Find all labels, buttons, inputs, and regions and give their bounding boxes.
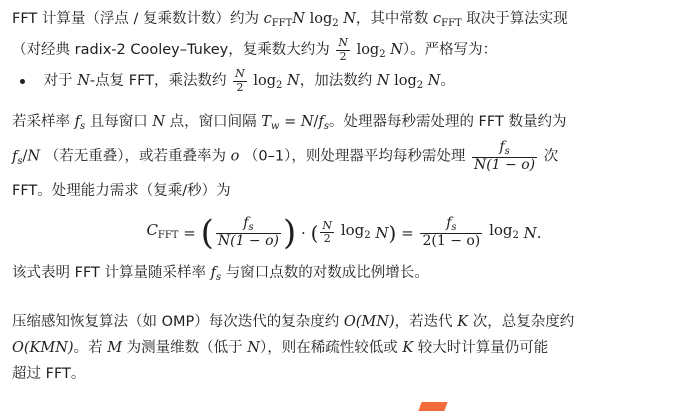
math-equals: = <box>284 114 297 130</box>
display-equation: $C_{FFT}$ = ( $\frac{f_s}{N(1 - o)}$ ) · ( $\frac{N}{2}$ $\log_2 N$) = $\frac{f_s}{2(1 - o)}$ $\log_2 N$. <box>146 212 542 253</box>
text: ）。严格写为： <box>402 42 498 58</box>
math-log: $\log_2$ <box>394 73 424 91</box>
paragraph-1-line-1 <box>12 6 676 37</box>
text: 次 <box>543 148 559 165</box>
math-M: M <box>107 339 123 356</box>
math-N: N <box>375 223 389 242</box>
document-body <box>12 6 676 387</box>
math-N: N <box>376 73 390 89</box>
text: 压缩感知恢复算法（如 OMP）每次迭代的复杂度约 <box>12 313 340 330</box>
text: 取决于算法实现 <box>466 11 568 27</box>
math-o: o <box>230 148 240 165</box>
math-fs: $f_s$ <box>74 114 86 132</box>
math-K: K <box>457 313 469 330</box>
math-log: $\log_2$ <box>253 73 283 91</box>
paragraph-4-line-1 <box>12 309 676 335</box>
text: 若采样率 <box>12 114 70 130</box>
math-fs: $f_s$ <box>12 148 23 167</box>
paragraph-4-line-3 <box>12 361 676 387</box>
text: 超过 FFT。 <box>12 365 86 382</box>
text: 该式表明 FFT 计算量随采样率 <box>12 264 207 281</box>
math-N: N <box>77 73 90 89</box>
paragraph-1-line-2 <box>12 37 676 68</box>
text: FFT。处理能力需求（复乘/秒）为 <box>12 182 231 199</box>
math-log: $\log_2$ <box>356 42 386 60</box>
math-c-fft-cap: $C_{FFT}$ <box>146 220 179 241</box>
math-fs: $f_s$ <box>318 114 329 132</box>
text: 与窗口点数的对数成比例增长。 <box>225 264 429 281</box>
orange-scroll-indicator <box>418 402 447 411</box>
text: 为测量维数（低于 <box>126 339 243 356</box>
text: 。处理器每秒需处理的 FFT 数量约为 <box>328 114 567 130</box>
text: ，加法数约 <box>299 73 373 89</box>
math-N: N <box>247 339 260 356</box>
text: 对于 <box>43 73 73 89</box>
math-N: N <box>27 148 41 165</box>
paragraph-2-line-2: $f_s/N$ （若无重叠），或若重叠率为 o （0–1），则处理器平均每秒需处理 $\frac{f_s}{N(1 - o)}$ 次 <box>12 139 559 173</box>
math-N: N <box>287 73 300 89</box>
text: ，其中常数 <box>355 11 429 27</box>
paragraph-2-line-1: 若采样率 $f_s$ 且每窗口 N 点，窗口间隔 $T_w = N/f_s$。处理器每秒需处理的 FFT 数量约为 <box>12 114 567 132</box>
fraction-fs-over-n-one-minus-o: $\frac{f_s}{N(1 - o)}$ <box>473 139 536 173</box>
text: ，若迭代 <box>394 313 453 330</box>
math-N: N <box>292 11 305 27</box>
math-N: N <box>390 42 403 58</box>
paragraph-4-line-2 <box>12 335 676 361</box>
text: 。若 <box>73 339 103 356</box>
math-tw: $T_w$ <box>261 114 280 132</box>
math-N: N <box>152 114 166 130</box>
text: FFT 计算量（浮点 / 复乘数计数）约为 <box>12 11 259 27</box>
math-fs: $f_s$ <box>210 264 222 283</box>
math-log: $\log_2$ <box>489 220 519 241</box>
math-N: N <box>343 11 356 27</box>
text: -点复 FFT，乘法数约 <box>89 73 227 89</box>
text: （对经典 radix-2 Cooley–Tukey，复乘数大约为 <box>12 42 330 58</box>
text: ），则在稀疏性较低或 <box>259 339 398 356</box>
bullet-item <box>12 68 676 99</box>
fraction-n-over-2: $\frac{N}{2}$ <box>338 36 348 63</box>
fraction-fs-over-two-one-minus-o: $\frac{f_s}{2(1 - o)}$ <box>422 215 481 249</box>
math-c-fft: $c_{FFT}$ <box>433 11 462 29</box>
text: （若无重叠），或若重叠率为 <box>44 148 226 165</box>
math-c-fft: $c_{FFT}$ <box>263 11 293 29</box>
fraction-n-over-2: $\frac{N}{2}$ <box>235 67 245 94</box>
math-N: N <box>300 114 314 130</box>
text: 次，总复杂度约 <box>472 313 575 330</box>
math-N: N <box>427 73 441 89</box>
fraction-n-over-2: $\frac{N}{2}$ <box>322 219 333 246</box>
text: 且每窗口 <box>89 114 148 130</box>
paragraph-2-line-3 <box>12 178 676 204</box>
text: 较大时计算量仍可能 <box>417 339 549 356</box>
paragraph-3 <box>12 260 676 291</box>
math-N: N <box>523 223 537 242</box>
text: 。 <box>440 73 455 89</box>
math-log: $\log_2$ <box>340 220 371 241</box>
math-K: K <box>402 339 414 356</box>
math-log: $\log_2$ <box>309 11 339 29</box>
text: （0–1），则处理器平均每秒需处理 <box>243 148 466 165</box>
text: 点，窗口间隔 <box>169 114 257 130</box>
fraction-fs-over-n-one-minus-o: $\frac{f_s}{N(1 - o)}$ <box>217 215 279 249</box>
math-o-mn: O(MN) <box>343 313 395 330</box>
bullet-icon <box>20 79 25 84</box>
math-o-kmn: O(KMN) <box>12 339 74 356</box>
